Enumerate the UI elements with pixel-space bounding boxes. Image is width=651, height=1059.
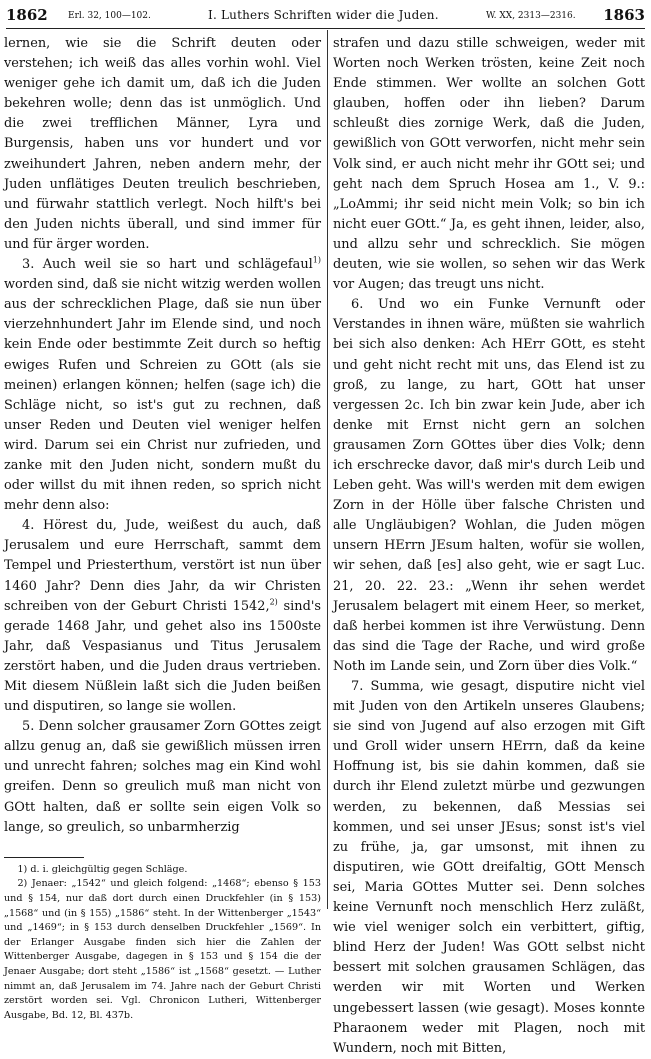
page-number-left: 1862 (6, 6, 48, 24)
paragraph-3-rest: worden sind, daß sie nicht witzig werden wollen aus der schrecklichen Plage, daß sie nun über vierzehnhundert Jahr im Elende sind, und noch kein Ende oder bestimmte Zeit durch so heftig ewiges Rufen und Schreien zu GOtt (als sie meinen) erlangen können; helfen (sage ich) die Schläge nicht, so ist's gut zu rechnen, daß unser Reden und Deuten viel weniger helfen wird. Darum sei ein Christ nur zufrieden, und zanke mit den Juden nicht, sondern mußt du oder willst du mit ihnen reden, so sprich nicht mehr denn also: (4, 277, 321, 514)
erlangen-reference: Erl. 32, 100—102. (68, 11, 151, 21)
paragraph-3 (4, 255, 321, 516)
footnote-2: 2) Jenaer: „1542“ und gleich folgend: „1468“; ebenso § 153 und § 154, nur daß dort durch einen Druckfehler (in § 153) „1568“ und (in § 155) „1586“ steht. In der Wittenberger „1543“ und „1469“; in § 153 durch denselben Druckfehler „1569“. In der Erlanger Ausgabe finden sich hier die Zahlen der Wittenberger Ausgabe, dagegen in § 153 und § 154 die der Jenaer Ausgabe; dort steht „1586“ ist „1568“ gesetzt. — Luther nimmt an, daß Jerusalem im 74. Jahre nach der Geburt Christi zerstört worden sei. Vgl. Chronicon Lutheri, Wittenberger Ausgabe, Bd. 12, Bl. 437b. (4, 878, 321, 1021)
walch-reference: W. XX, 2313—2316. (486, 11, 576, 21)
footnote-ref-1[interactable]: 1) (312, 255, 321, 265)
footnote-ref-2[interactable]: 2) (269, 597, 278, 607)
page-number-right: 1863 (603, 6, 645, 24)
paragraph-7: 7. Summa, wie gesagt, disputire nicht viel mit Juden von den Artikeln unseres Glaubens; sie sind von Jugend auf also erzogen mit Gift und Groll wider unsern HErrn, daß da keine Hoffnung ist, bis sie dahin kommen, daß sie durch ihr Elend zuletzt mürbe und gezwungen werden, zu bekennen, daß Messias sei kommen, und sei unser JEsus; sonst ist's viel zu frühe, ja, gar umsonst, mit ihnen zu disputiren, wie GOtt dreifaltig, GOtt Mensch sei, Maria GOttes Mutter sei. Denn solches keine Vernunft noch menschlich Herz zuläßt, wie viel weniger solch ein verbittert, giftig, blind Herz der Juden! Was GOtt selbst nicht bessert mit solchen grausamen Schlägen, das werden wir mit Worten und Werken ungebessert lassen (wie gesagt). Moses konnte Pharaonem weder mit Plagen, noch mit Wundern, noch mit Bitten, (333, 679, 645, 1056)
paragraph-6: 6. Und wo ein Funke Vernunft oder Verstandes in ihnen wäre, müßten sie wahrlich bei sich also denken: Ach HErr GOtt, es steht und geht nicht recht mit uns, das Elend ist zu groß, zu lange, zu hart, GOtt hat unser vergessen 2c. Ich bin zwar kein Jude, aber ich denke mit Ernst nicht gern an solchen grausamen Zorn GOttes über dies Volk; denn ich erschrecke davor, daß mir's durch Leib und Leben geht. Was will's werden mit dem ewigen Zorn in der Hölle über falsche Christen und alle Ungläubigen? Wohlan, die Juden mögen unsern HErrn JEsum halten, wofür sie wollen, wir sehen, daß [es] also geht, wie er sagt Luc. 21, 20. 22. 23.: „Wenn ihr sehen werdet Jerusalem belagert mit einem Heer, so merket, daß herbei kommen ist ihre Verwüstung. Denn das sind die Tage der Rache, und wird große Noth im Lande sein, und Zorn über dies Volk.“ (333, 297, 645, 674)
right-column (333, 34, 645, 1056)
running-title: I. Luthers Schriften wider die Juden. (208, 8, 439, 22)
paragraph-continuation: lernen, wie sie die Schrift deuten oder verstehen; ich weiß das alles vorhin wohl. Viel weniger gehe ich damit um, daß ich die Juden bekehren wolle; denn das ist unmöglich. Und die zwei trefflichen Männer, Lyra und Burgensis, haben uns vor hundert und vor zweihundert Jahren, neben andern mehr, der Juden unflätiges Deuten treulich beschrieben, und fürwahr stattlich verlegt. Noch hilft's bei den Juden nichts überall, und sind immer für und für ärger worden. (4, 36, 321, 252)
column-divider (327, 30, 328, 909)
footnote-1: 1) d. i. gleichgültig gegen Schläge. (17, 863, 188, 875)
paragraph-4 (4, 516, 321, 717)
paragraph-4-rest: sind's gerade 1468 Jahr, und gehet also ins 1500ste Jahr, daß Vespasianus und Titus Jerusalem zerstört haben, und die Juden draus vertrieben. Mit diesem Nüßlein laßt sich die Juden beißen und disputiren, so lange sie wollen. (4, 598, 321, 715)
paragraph-5: 5. Denn solcher grausamer Zorn GOttes zeigt allzu genug an, daß sie gewißlich müssen irren und unrecht fahren; solches mag ein Kind wohl greifen. Denn so greulich muß man nicht von GOtt halten, daß er sollte sein eigen Volk so lange, so greulich, so unbarmherzig (4, 719, 321, 835)
paragraph-5-continuation: strafen und dazu stille schweigen, weder mit Worten noch Werken trösten, keine Zeit noch Ende stimmen. Wer wollte an solchen Gott glauben, hoffen oder ihn lieben? Darum schleußt dies zornige Werk, daß die Juden, gewißlich von GOtt verworfen, nicht mehr sein Volk sind, er auch nicht mehr ihr GOtt sei; und geht nach dem Spruch Hosea am 1., V. 9.: „LoAmmi; ihr seid nicht mein Volk; so bin ich nicht euer GOtt.“ Ja, es geht ihnen, leider, also, und allzu sehr und schrecklich. Sie mögen deuten, wie sie wollen, so sehen wir das Werk vor Augen; das treugt uns nicht. (333, 36, 645, 293)
paragraph-3-start: 3. Auch weil sie so hart und schlägefaul (22, 257, 313, 273)
footnote-separator (4, 857, 84, 858)
paragraph-4-start: 4. Hörest du, Jude, weißest du auch, daß Jerusalem und eure Herrschaft, sammt dem Tempel und Priesterthum, verstört ist nun über 1460 Jahr? Denn dies Jahr, da wir Christen schreiben von der Geburt Christi 1542, (4, 518, 321, 614)
running-header (6, 4, 645, 29)
left-column (4, 34, 321, 1021)
